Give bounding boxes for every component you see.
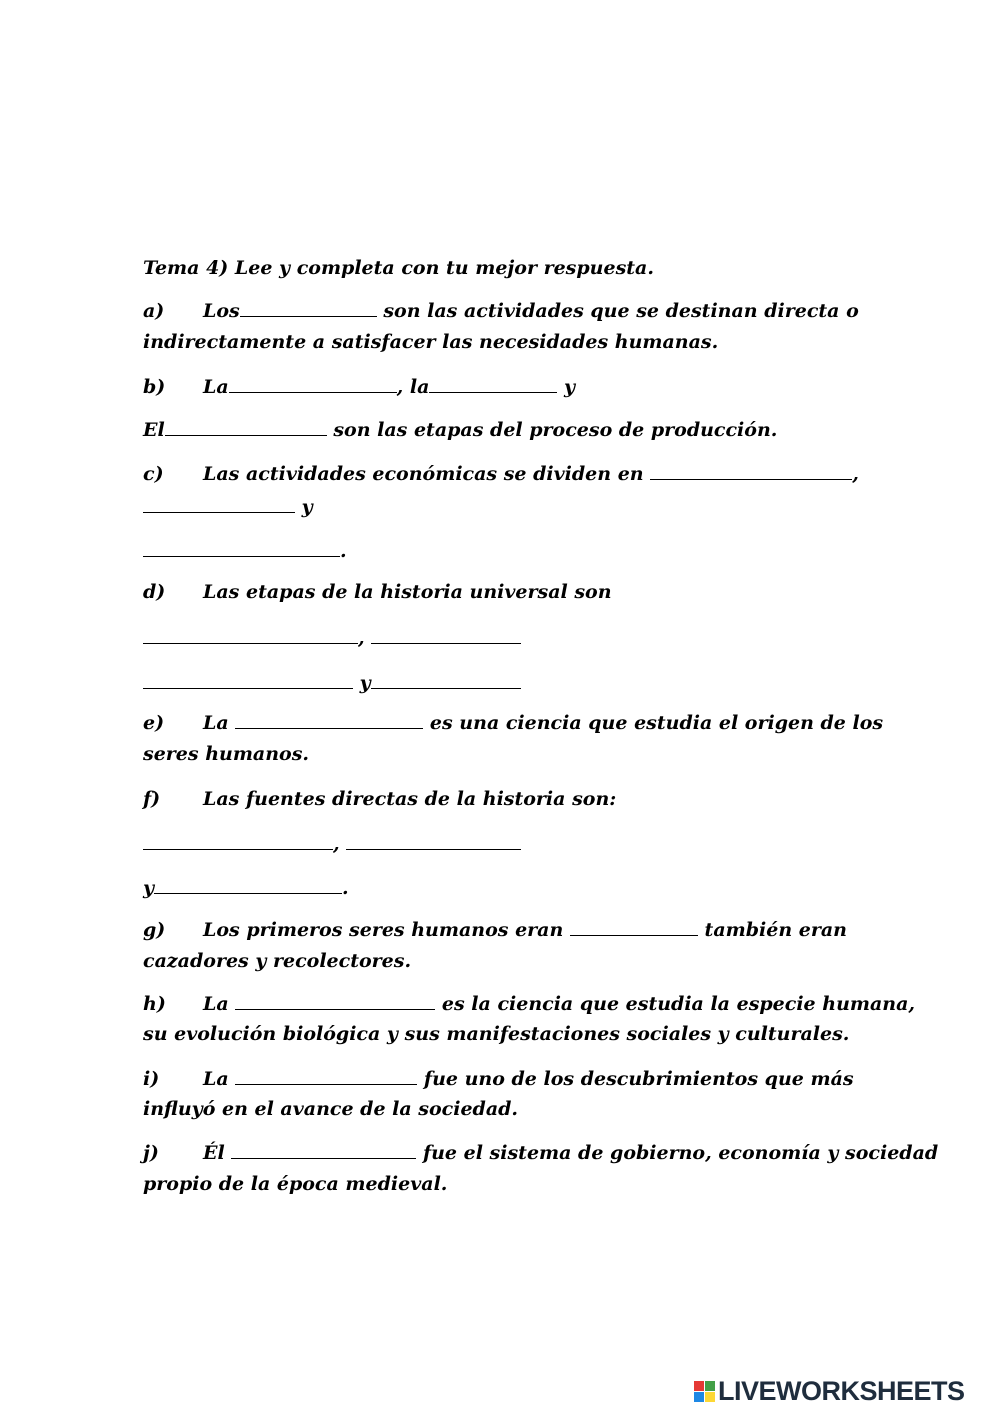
question-d-line3 (143, 671, 521, 695)
answer-blank-e[interactable] (235, 712, 423, 729)
question-f-end: . (342, 877, 349, 899)
answer-blank-b2[interactable] (429, 376, 557, 393)
question-a-line1 (143, 299, 859, 323)
liveworksheets-brand: LIVEWORKSHEETS (718, 1376, 965, 1406)
answer-blank-c1[interactable] (650, 463, 852, 480)
question-c-line2 (143, 495, 313, 519)
answer-blank-h[interactable] (235, 993, 435, 1010)
question-j-line2: propio de la época medieval. (143, 1173, 448, 1195)
question-e-line2: seres humanos. (143, 743, 310, 765)
question-d-sep1: , (358, 627, 372, 649)
liveworksheets-footer (694, 1378, 965, 1405)
logo-square-2 (705, 1381, 715, 1391)
question-i-text: fue uno de los descubrimientos que más (417, 1068, 854, 1090)
question-b-sep1: , la (396, 376, 430, 398)
question-g-line2: cazadores y recolectores. (143, 950, 412, 972)
question-e-line1 (143, 711, 883, 735)
question-f-label: f) (143, 788, 161, 810)
question-g-text2: también eran (697, 919, 847, 941)
question-i-word: La (203, 1068, 236, 1090)
question-d-line1 (143, 580, 612, 604)
question-f-line1 (143, 787, 616, 811)
question-e-text: es una ciencia que estudia el origen de los (423, 712, 884, 734)
answer-blank-i[interactable] (235, 1068, 417, 1085)
question-h-word: La (203, 993, 236, 1015)
question-a-label: a) (143, 300, 165, 322)
question-b-line1 (143, 375, 575, 399)
question-c-end: . (340, 540, 347, 562)
answer-blank-c2[interactable] (143, 496, 295, 513)
answer-blank-f1[interactable] (143, 833, 333, 850)
question-j-word: Él (203, 1142, 232, 1164)
answer-blank-d1[interactable] (143, 627, 358, 644)
question-b-sep2: y (557, 376, 576, 398)
question-c-line3 (143, 539, 347, 563)
answer-blank-d3[interactable] (143, 672, 353, 689)
logo-square-4 (705, 1392, 715, 1402)
answer-blank-d2[interactable] (371, 627, 521, 644)
question-b-text3: son las etapas del proceso de producción. (326, 419, 778, 441)
answer-blank-j[interactable] (231, 1142, 416, 1159)
question-g-text: Los primeros seres humanos eran (203, 919, 570, 941)
question-c-text: Las actividades económicas se dividen en (203, 463, 651, 485)
question-a-text: son las actividades que se destinan directa o (376, 300, 859, 322)
question-h-line2: su evolución biológica y sus manifestaciones sociales y culturales. (143, 1023, 850, 1045)
answer-blank-a[interactable] (240, 300, 377, 317)
question-b-word3: El (143, 419, 165, 441)
logo-square-1 (694, 1381, 704, 1391)
question-h-text: es la ciencia que estudia la especie humana, (435, 993, 916, 1015)
question-d-line2 (143, 626, 521, 650)
answer-blank-b1[interactable] (229, 376, 397, 393)
question-c-sep2: y (295, 496, 313, 518)
question-f-text: Las fuentes directas de la historia son: (203, 788, 617, 810)
question-c-sep1: , (852, 463, 859, 485)
question-c-line1 (143, 462, 859, 486)
question-j-text: fue el sistema de gobierno, economía y sociedad (416, 1142, 939, 1164)
question-d-sep2: y (353, 672, 371, 694)
worksheet-title: Tema 4) Lee y completa con tu mejor respuesta. (143, 257, 654, 279)
question-b-line2 (143, 418, 777, 442)
answer-blank-f2[interactable] (346, 833, 521, 850)
question-e-word: La (203, 712, 236, 734)
question-f-line2 (143, 832, 521, 856)
question-f-word3: y (143, 877, 155, 899)
question-h-label: h) (143, 993, 166, 1015)
liveworksheets-logo-icon (694, 1381, 715, 1402)
question-f-line3 (143, 876, 349, 900)
logo-square-3 (694, 1392, 704, 1402)
question-g-label: g) (143, 919, 166, 941)
answer-blank-f3[interactable] (154, 877, 342, 894)
question-i-line2: influyó en el avance de la sociedad. (143, 1098, 519, 1120)
question-a-line2: indirectamente a satisfacer las necesidades humanas. (143, 331, 719, 353)
question-i-line1 (143, 1067, 854, 1091)
question-j-line1 (143, 1141, 938, 1165)
question-f-sep1: , (333, 833, 347, 855)
question-d-label: d) (143, 581, 166, 603)
answer-blank-c3[interactable] (143, 540, 340, 557)
question-j-label: j) (143, 1142, 159, 1164)
question-b-word: La (203, 376, 229, 398)
question-c-label: c) (143, 463, 164, 485)
question-i-label: i) (143, 1068, 160, 1090)
question-b-label: b) (143, 376, 166, 398)
question-g-line1 (143, 918, 847, 942)
answer-blank-g[interactable] (570, 919, 698, 936)
answer-blank-d4[interactable] (371, 672, 521, 689)
question-h-line1 (143, 992, 915, 1016)
question-a-word: Los (203, 300, 240, 322)
answer-blank-b3[interactable] (165, 419, 327, 436)
question-e-label: e) (143, 712, 165, 734)
question-d-text: Las etapas de la historia universal son (203, 581, 612, 603)
